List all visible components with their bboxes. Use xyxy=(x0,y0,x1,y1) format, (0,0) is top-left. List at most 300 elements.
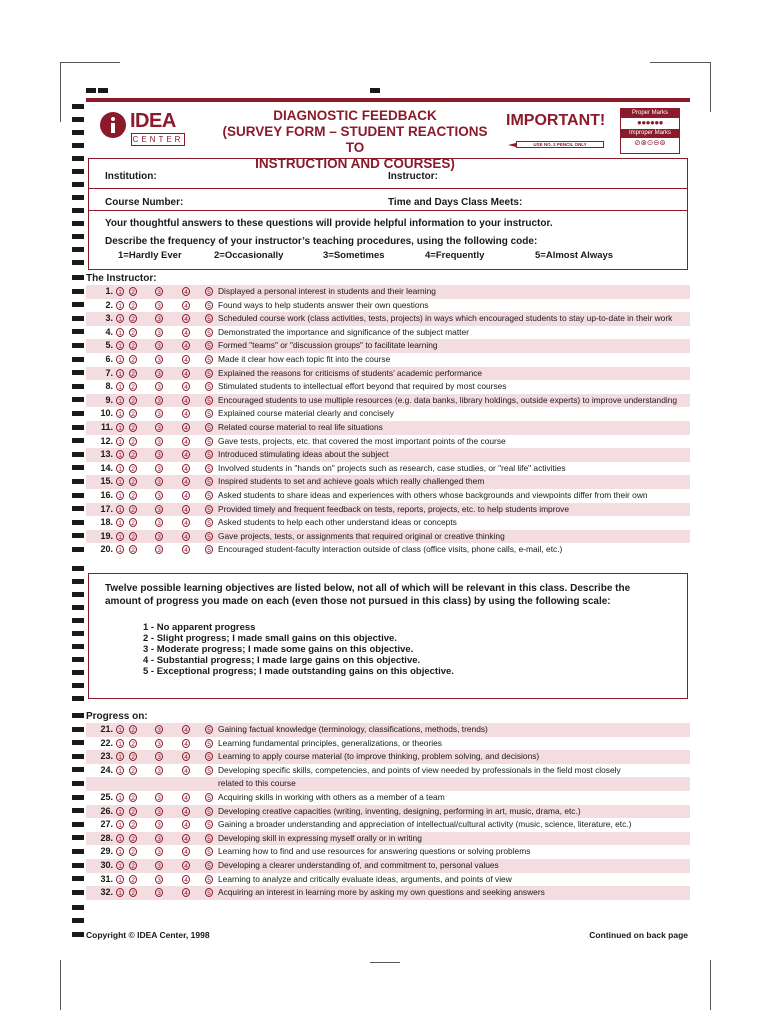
response-bubble-3[interactable]: 3 xyxy=(155,464,163,473)
timing-mark xyxy=(98,88,108,93)
response-bubble-2[interactable]: 2 xyxy=(129,820,137,829)
response-bubble-2[interactable]: 2 xyxy=(129,766,137,775)
improper-marks-label: Improper Marks xyxy=(621,129,679,138)
timing-mark xyxy=(72,411,84,416)
response-bubble-5[interactable]: 5 xyxy=(205,396,213,405)
response-bubble-1[interactable]: 1 xyxy=(116,766,124,775)
item-statement: Learning to apply course material (to improve thinking, problem solving, and decisions) xyxy=(218,751,540,762)
item-number: 8. xyxy=(105,381,113,392)
response-bubble-1[interactable]: 1 xyxy=(116,341,124,350)
timing-mark xyxy=(72,493,84,498)
response-bubble-5[interactable]: 5 xyxy=(205,464,213,473)
item-number: 20. xyxy=(100,544,113,555)
item-row xyxy=(86,886,690,900)
response-bubble-3[interactable]: 3 xyxy=(155,532,163,541)
item-row xyxy=(86,421,690,435)
timing-mark xyxy=(72,289,84,294)
response-bubble-4[interactable]: 4 xyxy=(182,437,190,446)
response-bubble-1[interactable]: 1 xyxy=(116,820,124,829)
response-bubble-5[interactable]: 5 xyxy=(205,834,213,843)
timing-mark xyxy=(72,618,84,623)
timing-mark xyxy=(72,195,84,200)
item-row xyxy=(86,723,690,737)
item-statement: Demonstrated the importance and significance of the subject matter xyxy=(218,326,469,337)
response-bubble-4[interactable]: 4 xyxy=(182,766,190,775)
response-bubble-2[interactable]: 2 xyxy=(129,437,137,446)
timing-mark xyxy=(72,592,84,597)
item-statement: Learning how to find and use resources for answering questions or solving problems xyxy=(218,846,531,857)
item-statement: Formed "teams" or "discussion groups" to facilitate learning xyxy=(218,340,438,351)
response-bubble-1[interactable]: 1 xyxy=(116,739,124,748)
response-bubble-4[interactable]: 4 xyxy=(182,423,190,432)
response-bubble-3[interactable]: 3 xyxy=(155,888,163,897)
response-bubble-3[interactable]: 3 xyxy=(155,437,163,446)
timing-mark xyxy=(72,143,84,148)
item-row xyxy=(86,380,690,394)
response-bubble-3[interactable]: 3 xyxy=(155,793,163,802)
response-bubble-3[interactable]: 3 xyxy=(155,409,163,418)
response-bubble-2[interactable]: 2 xyxy=(129,847,137,856)
timing-mark xyxy=(72,863,84,868)
response-bubble-3[interactable]: 3 xyxy=(155,739,163,748)
response-bubble-1[interactable]: 1 xyxy=(116,450,124,459)
item-number: 18. xyxy=(100,517,113,528)
response-bubble-4[interactable]: 4 xyxy=(182,518,190,527)
timing-mark xyxy=(72,130,84,135)
response-bubble-1[interactable]: 1 xyxy=(116,834,124,843)
response-bubble-2[interactable]: 2 xyxy=(129,834,137,843)
item-number: 12. xyxy=(100,435,113,446)
item-number: 6. xyxy=(105,354,113,364)
response-bubble-3[interactable]: 3 xyxy=(155,328,163,337)
item-statement: Developing skill in expressing myself orally or in writing xyxy=(218,832,422,843)
timing-mark xyxy=(72,727,84,732)
response-bubble-3[interactable]: 3 xyxy=(155,369,163,378)
timing-mark xyxy=(72,329,84,334)
item-statement: related to this course xyxy=(218,778,296,789)
response-bubble-3[interactable]: 3 xyxy=(155,505,163,514)
item-statement: Involved students in "hands on" projects such as research, case studies, or "real life" activities xyxy=(218,462,566,473)
response-bubble-2[interactable]: 2 xyxy=(129,369,137,378)
response-bubble-5[interactable]: 5 xyxy=(205,820,213,829)
timing-mark xyxy=(370,88,380,93)
response-bubble-3[interactable]: 3 xyxy=(155,287,163,296)
response-bubble-3[interactable]: 3 xyxy=(155,423,163,432)
timing-mark xyxy=(72,221,84,226)
response-bubble-1[interactable]: 1 xyxy=(116,437,124,446)
item-row xyxy=(86,859,690,873)
item-number: 23. xyxy=(100,751,113,762)
response-bubble-5[interactable]: 5 xyxy=(205,752,213,761)
item-number: 27. xyxy=(100,819,113,830)
response-bubble-2[interactable]: 2 xyxy=(129,382,137,391)
response-bubble-5[interactable]: 5 xyxy=(205,505,213,514)
timing-mark xyxy=(72,849,84,854)
timing-mark xyxy=(72,104,84,109)
item-row xyxy=(86,462,690,476)
timing-mark xyxy=(72,357,84,362)
response-bubble-5[interactable]: 5 xyxy=(205,793,213,802)
response-bubble-2[interactable]: 2 xyxy=(129,341,137,350)
response-bubble-5[interactable]: 5 xyxy=(205,725,213,734)
scale-item: 3=Sometimes xyxy=(323,250,385,261)
section-title-progress: Progress on: xyxy=(86,711,148,722)
response-bubble-4[interactable]: 4 xyxy=(182,505,190,514)
logo-sub: CENTER xyxy=(132,135,184,144)
response-bubble-1[interactable]: 1 xyxy=(116,725,124,734)
response-bubble-2[interactable]: 2 xyxy=(129,861,137,870)
item-statement: Provided timely and frequent feedback on tests, reports, projects, etc. to help students improve xyxy=(218,503,570,514)
response-bubble-4[interactable]: 4 xyxy=(182,464,190,473)
response-bubble-4[interactable]: 4 xyxy=(182,341,190,350)
response-bubble-5[interactable]: 5 xyxy=(205,861,213,870)
response-bubble-4[interactable]: 4 xyxy=(182,491,190,500)
objectives-line: amount of progress you made on each (even those not pursued in this class) by using the following scale: xyxy=(105,596,611,607)
item-row xyxy=(86,530,690,544)
response-bubble-1[interactable]: 1 xyxy=(116,477,124,486)
item-number: 11. xyxy=(100,422,113,432)
item-statement: Explained course material clearly and concisely xyxy=(218,408,394,419)
timing-mark xyxy=(72,835,84,840)
response-bubble-2[interactable]: 2 xyxy=(129,532,137,541)
item-row xyxy=(86,299,690,313)
response-bubble-3[interactable]: 3 xyxy=(155,875,163,884)
response-bubble-1[interactable]: 1 xyxy=(116,464,124,473)
response-bubble-3[interactable]: 3 xyxy=(155,382,163,391)
response-bubble-2[interactable]: 2 xyxy=(129,287,137,296)
item-number: 19. xyxy=(100,530,113,541)
progress-level: 5 - Exceptional progress; I made outstanding gains on this objective. xyxy=(143,666,454,677)
item-statement: Stimulated students to intellectual effort beyond that required by most courses xyxy=(218,381,507,392)
item-number: 14. xyxy=(100,462,113,473)
response-bubble-3[interactable]: 3 xyxy=(155,491,163,500)
response-bubble-1[interactable]: 1 xyxy=(116,382,124,391)
item-statement: Gaining a broader understanding and appreciation of intellectual/cultural activity (music, science, literature, etc.) xyxy=(218,819,632,830)
progress-level: 1 - No apparent progress xyxy=(143,622,256,633)
response-bubble-3[interactable]: 3 xyxy=(155,355,163,364)
important-label: IMPORTANT! xyxy=(506,112,606,129)
response-bubble-4[interactable]: 4 xyxy=(182,545,190,554)
response-bubble-1[interactable]: 1 xyxy=(116,847,124,856)
response-bubble-1[interactable]: 1 xyxy=(116,328,124,337)
crop-mark xyxy=(60,62,61,122)
response-bubble-5[interactable]: 5 xyxy=(205,450,213,459)
response-bubble-5[interactable]: 5 xyxy=(205,491,213,500)
response-bubble-1[interactable]: 1 xyxy=(116,505,124,514)
response-bubble-4[interactable]: 4 xyxy=(182,301,190,310)
timing-mark xyxy=(72,795,84,800)
title-line: DIAGNOSTIC FEEDBACK xyxy=(273,108,437,123)
response-bubble-2[interactable]: 2 xyxy=(129,752,137,761)
improper-marks-example: ⊘⊗⊙⊖⊚ xyxy=(634,138,666,147)
item-statement: Displayed a personal interest in students and their learning xyxy=(218,286,436,296)
response-bubble-5[interactable]: 5 xyxy=(205,369,213,378)
response-bubble-1[interactable]: 1 xyxy=(116,396,124,405)
item-row xyxy=(86,475,690,489)
item-row xyxy=(86,873,690,887)
response-bubble-1[interactable]: 1 xyxy=(116,491,124,500)
scale-item: 5=Almost Always xyxy=(535,250,614,261)
copyright: Copyright © IDEA Center, 1998 xyxy=(86,930,210,940)
scale-item: 2=Occasionally xyxy=(214,250,284,261)
response-bubble-5[interactable]: 5 xyxy=(205,477,213,486)
timing-mark xyxy=(72,316,84,321)
response-bubble-3[interactable]: 3 xyxy=(155,545,163,554)
intro-line: Describe the frequency of your instructor’s teaching procedures, using the following code: xyxy=(105,236,538,247)
response-bubble-4[interactable]: 4 xyxy=(182,807,190,816)
response-bubble-3[interactable]: 3 xyxy=(155,807,163,816)
timing-mark xyxy=(72,169,84,174)
response-bubble-4[interactable]: 4 xyxy=(182,355,190,364)
proper-marks-example: ●●●●●● xyxy=(637,118,663,127)
response-bubble-4[interactable]: 4 xyxy=(182,793,190,802)
item-number: 16. xyxy=(100,490,113,500)
response-bubble-2[interactable]: 2 xyxy=(129,477,137,486)
response-bubble-3[interactable]: 3 xyxy=(155,861,163,870)
timing-mark xyxy=(72,644,84,649)
progress-level: 2 - Slight progress; I made small gains on this objective. xyxy=(143,633,397,644)
response-bubble-4[interactable]: 4 xyxy=(182,532,190,541)
response-bubble-1[interactable]: 1 xyxy=(116,409,124,418)
response-bubble-2[interactable]: 2 xyxy=(129,545,137,554)
response-bubble-5[interactable]: 5 xyxy=(205,532,213,541)
pencil-note: USE NO. 2 PENCIL ONLY xyxy=(516,141,604,148)
response-bubble-2[interactable]: 2 xyxy=(129,739,137,748)
response-bubble-2[interactable]: 2 xyxy=(129,793,137,802)
item-row xyxy=(86,805,690,819)
timing-mark xyxy=(72,465,84,470)
item-row xyxy=(86,764,690,778)
response-bubble-1[interactable]: 1 xyxy=(116,807,124,816)
response-bubble-2[interactable]: 2 xyxy=(129,423,137,432)
timing-mark xyxy=(72,670,84,675)
response-bubble-4[interactable]: 4 xyxy=(182,752,190,761)
item-row xyxy=(86,394,690,408)
response-bubble-3[interactable]: 3 xyxy=(155,450,163,459)
response-bubble-1[interactable]: 1 xyxy=(116,532,124,541)
response-bubble-3[interactable]: 3 xyxy=(155,301,163,310)
response-bubble-5[interactable]: 5 xyxy=(205,518,213,527)
response-bubble-2[interactable]: 2 xyxy=(129,518,137,527)
institution-label: Institution: xyxy=(105,171,157,182)
response-bubble-4[interactable]: 4 xyxy=(182,861,190,870)
response-bubble-3[interactable]: 3 xyxy=(155,847,163,856)
timing-mark xyxy=(72,384,84,389)
response-bubble-4[interactable]: 4 xyxy=(182,369,190,378)
timing-mark xyxy=(72,479,84,484)
timing-mark xyxy=(72,566,84,571)
response-bubble-4[interactable]: 4 xyxy=(182,875,190,884)
timing-mark xyxy=(72,370,84,375)
response-bubble-3[interactable]: 3 xyxy=(155,752,163,761)
item-number: 4. xyxy=(105,326,113,337)
response-bubble-2[interactable]: 2 xyxy=(129,396,137,405)
course-number-label: Course Number: xyxy=(105,197,184,208)
response-bubble-5[interactable]: 5 xyxy=(205,301,213,310)
response-bubble-4[interactable]: 4 xyxy=(182,820,190,829)
timing-mark xyxy=(72,520,84,525)
crop-mark xyxy=(710,62,711,112)
timing-mark xyxy=(72,696,84,701)
response-bubble-4[interactable]: 4 xyxy=(182,314,190,323)
crop-mark xyxy=(650,62,710,63)
response-bubble-5[interactable]: 5 xyxy=(205,545,213,554)
item-statement: Acquiring skills in working with others as a member of a team xyxy=(218,792,445,802)
response-bubble-1[interactable]: 1 xyxy=(116,301,124,310)
response-bubble-5[interactable]: 5 xyxy=(205,739,213,748)
item-number: 22. xyxy=(100,737,113,748)
item-number: 25. xyxy=(100,792,113,802)
response-bubble-4[interactable]: 4 xyxy=(182,888,190,897)
response-bubble-1[interactable]: 1 xyxy=(116,314,124,323)
response-bubble-4[interactable]: 4 xyxy=(182,725,190,734)
item-row xyxy=(86,845,690,859)
response-bubble-3[interactable]: 3 xyxy=(155,341,163,350)
response-bubble-3[interactable]: 3 xyxy=(155,725,163,734)
timing-mark xyxy=(72,754,84,759)
response-bubble-1[interactable]: 1 xyxy=(116,518,124,527)
response-bubble-2[interactable]: 2 xyxy=(129,888,137,897)
response-bubble-5[interactable]: 5 xyxy=(205,875,213,884)
item-statement: Found ways to help students answer their own questions xyxy=(218,299,429,310)
response-bubble-4[interactable]: 4 xyxy=(182,396,190,405)
item-number: 32. xyxy=(100,887,113,898)
response-bubble-1[interactable]: 1 xyxy=(116,287,124,296)
response-bubble-4[interactable]: 4 xyxy=(182,477,190,486)
response-bubble-2[interactable]: 2 xyxy=(129,491,137,500)
divider xyxy=(88,188,688,189)
response-bubble-2[interactable]: 2 xyxy=(129,301,137,310)
response-bubble-5[interactable]: 5 xyxy=(205,314,213,323)
scale-item: 1=Hardly Ever xyxy=(118,250,182,261)
item-row xyxy=(86,503,690,517)
response-bubble-3[interactable]: 3 xyxy=(155,766,163,775)
response-bubble-5[interactable]: 5 xyxy=(205,341,213,350)
timing-mark xyxy=(72,275,84,280)
response-bubble-3[interactable]: 3 xyxy=(155,820,163,829)
response-bubble-5[interactable]: 5 xyxy=(205,355,213,364)
item-statement: Gaining factual knowledge (terminology, classifications, methods, trends) xyxy=(218,724,488,734)
response-bubble-5[interactable]: 5 xyxy=(205,807,213,816)
timing-mark xyxy=(72,302,84,307)
timing-mark xyxy=(72,890,84,895)
time-days-label: Time and Days Class Meets: xyxy=(388,197,523,208)
item-row xyxy=(86,285,690,299)
response-bubble-1[interactable]: 1 xyxy=(116,752,124,761)
crop-mark xyxy=(710,960,711,1010)
response-bubble-2[interactable]: 2 xyxy=(129,409,137,418)
response-bubble-2[interactable]: 2 xyxy=(129,355,137,364)
item-statement: Related course material to real life situations xyxy=(218,422,383,432)
item-row xyxy=(86,777,690,791)
response-bubble-4[interactable]: 4 xyxy=(182,382,190,391)
response-bubble-1[interactable]: 1 xyxy=(116,861,124,870)
response-bubble-3[interactable]: 3 xyxy=(155,396,163,405)
intro-line: Your thoughtful answers to these questions will provide helpful information to your instructor. xyxy=(105,218,553,229)
response-bubble-3[interactable]: 3 xyxy=(155,477,163,486)
response-bubble-1[interactable]: 1 xyxy=(116,888,124,897)
timing-mark xyxy=(72,182,84,187)
item-number: 30. xyxy=(100,860,113,870)
item-statement: Encouraged students to use multiple resources (e.g. data banks, library holdings, outside experts) to improve understanding xyxy=(218,394,678,405)
item-row xyxy=(86,543,690,557)
response-bubble-4[interactable]: 4 xyxy=(182,847,190,856)
response-bubble-4[interactable]: 4 xyxy=(182,328,190,337)
instructor-label: Instructor: xyxy=(388,171,438,182)
progress-level: 4 - Substantial progress; I made large gains on this objective. xyxy=(143,655,421,666)
response-bubble-1[interactable]: 1 xyxy=(116,355,124,364)
response-bubble-1[interactable]: 1 xyxy=(116,423,124,432)
item-row xyxy=(86,435,690,449)
proper-marks-label: Proper Marks xyxy=(621,109,679,118)
timing-mark xyxy=(72,438,84,443)
item-statement: Explained the reasons for criticisms of students’ academic performance xyxy=(218,367,483,378)
response-bubble-3[interactable]: 3 xyxy=(155,518,163,527)
timing-mark xyxy=(72,808,84,813)
response-bubble-2[interactable]: 2 xyxy=(129,725,137,734)
item-number: 15. xyxy=(100,476,113,487)
response-bubble-5[interactable]: 5 xyxy=(205,382,213,391)
response-bubble-1[interactable]: 1 xyxy=(116,875,124,884)
pencil-icon xyxy=(508,140,608,150)
item-statement: Gave tests, projects, etc. that covered the most important points of the course xyxy=(218,435,506,446)
response-bubble-3[interactable]: 3 xyxy=(155,834,163,843)
response-bubble-5[interactable]: 5 xyxy=(205,328,213,337)
response-bubble-1[interactable]: 1 xyxy=(116,369,124,378)
response-bubble-2[interactable]: 2 xyxy=(129,464,137,473)
item-number: 31. xyxy=(100,873,113,884)
item-row xyxy=(86,516,690,530)
item-number: 7. xyxy=(105,367,113,378)
response-bubble-1[interactable]: 1 xyxy=(116,793,124,802)
timing-mark xyxy=(72,156,84,161)
item-row xyxy=(86,750,690,764)
timing-mark xyxy=(72,117,84,122)
response-bubble-2[interactable]: 2 xyxy=(129,328,137,337)
response-bubble-4[interactable]: 4 xyxy=(182,739,190,748)
item-row xyxy=(86,832,690,846)
header-rule xyxy=(86,98,690,102)
response-bubble-4[interactable]: 4 xyxy=(182,409,190,418)
response-bubble-2[interactable]: 2 xyxy=(129,314,137,323)
title-line: INSTRUCTION AND COURSES) xyxy=(255,156,455,171)
response-bubble-3[interactable]: 3 xyxy=(155,314,163,323)
response-bubble-5[interactable]: 5 xyxy=(205,888,213,897)
response-bubble-4[interactable]: 4 xyxy=(182,834,190,843)
response-bubble-4[interactable]: 4 xyxy=(182,287,190,296)
response-bubble-5[interactable]: 5 xyxy=(205,766,213,775)
item-row xyxy=(86,737,690,751)
response-bubble-5[interactable]: 5 xyxy=(205,423,213,432)
response-bubble-1[interactable]: 1 xyxy=(116,545,124,554)
response-bubble-2[interactable]: 2 xyxy=(129,505,137,514)
timing-mark xyxy=(72,579,84,584)
response-bubble-2[interactable]: 2 xyxy=(129,450,137,459)
response-bubble-5[interactable]: 5 xyxy=(205,847,213,856)
response-bubble-5[interactable]: 5 xyxy=(205,287,213,296)
timing-mark xyxy=(72,876,84,881)
timing-mark xyxy=(72,343,84,348)
response-bubble-5[interactable]: 5 xyxy=(205,409,213,418)
scale-item: 4=Frequently xyxy=(425,250,485,261)
response-bubble-4[interactable]: 4 xyxy=(182,450,190,459)
timing-mark xyxy=(72,506,84,511)
crop-mark xyxy=(60,62,120,63)
timing-mark xyxy=(72,260,84,265)
response-bubble-2[interactable]: 2 xyxy=(129,807,137,816)
response-bubble-2[interactable]: 2 xyxy=(129,875,137,884)
response-bubble-5[interactable]: 5 xyxy=(205,437,213,446)
